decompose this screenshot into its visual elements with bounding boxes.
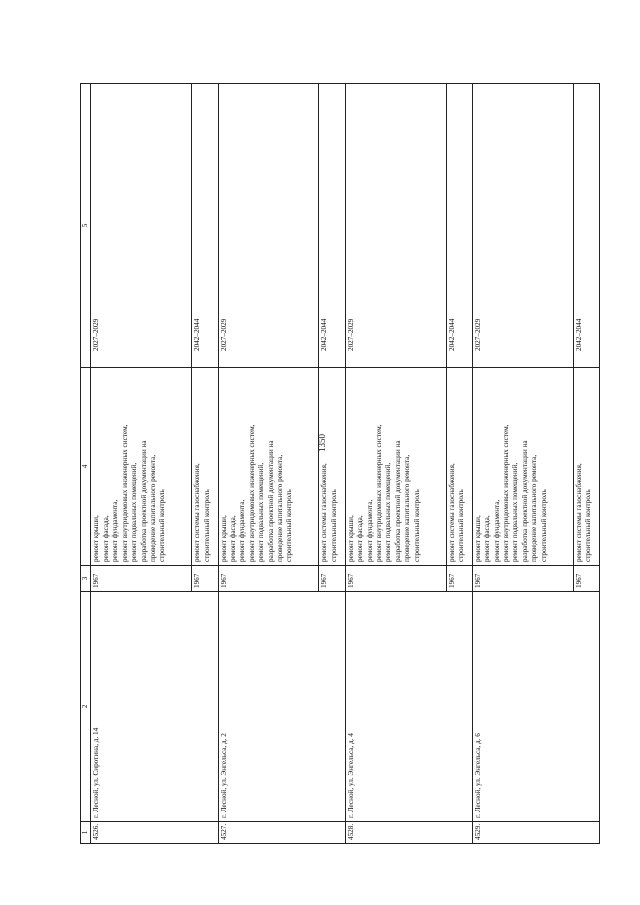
work-item: ремонт системы газоснабжения, bbox=[447, 463, 456, 562]
work-item: ремонт крыши, bbox=[346, 515, 355, 562]
work-item: ремонт фасада, bbox=[101, 515, 110, 562]
work-item: строительный контроль bbox=[539, 489, 548, 562]
period-cell: 2042–2044 bbox=[446, 84, 472, 368]
works-cell bbox=[319, 368, 345, 566]
work-item: ремонт фундамента, bbox=[365, 499, 374, 562]
work-item: ремонт подвальных помещений, bbox=[384, 462, 393, 562]
year-cell: 1967 bbox=[91, 566, 192, 592]
work-item: ремонт внутридомовых инженерных систем, bbox=[502, 424, 511, 562]
year-cell: 1967 bbox=[319, 566, 345, 592]
work-item: ремонт крыши, bbox=[473, 515, 482, 562]
period-cell: 2027–2029 bbox=[91, 84, 192, 368]
work-item: ремонт фасада, bbox=[229, 515, 237, 562]
work-item: ремонт фундамента, bbox=[238, 499, 247, 562]
work-item: разработка проектной документации на bbox=[520, 440, 529, 562]
row-number: 4526. bbox=[91, 822, 218, 844]
work-item: проведение капитального ремонта, bbox=[276, 454, 285, 562]
period-cell: 2027–2029 bbox=[345, 84, 446, 368]
work-item: строительный контроль bbox=[457, 489, 465, 562]
works-cell bbox=[91, 368, 192, 566]
table-row bbox=[218, 84, 319, 844]
work-item: разработка проектной документации на bbox=[393, 440, 402, 562]
year-cell: 1967 bbox=[345, 566, 446, 592]
work-item: ремонт системы газоснабжения, bbox=[320, 463, 329, 562]
table-row bbox=[345, 84, 446, 844]
work-item: проведение капитального ремонта, bbox=[148, 454, 157, 562]
work-item: строительный контроль bbox=[158, 489, 167, 562]
work-item: строительный контроль bbox=[285, 489, 294, 562]
work-item: ремонт системы газоснабжения, bbox=[574, 463, 583, 562]
work-item: ремонт подвальных помещений, bbox=[511, 462, 520, 562]
address-cell: г. Лесной, ул. Энгельса, д. 6 bbox=[472, 592, 599, 822]
works-cell bbox=[192, 368, 218, 566]
period-cell: 2042–2044 bbox=[319, 84, 345, 368]
rotated-table-container bbox=[80, 84, 600, 844]
address-cell: г. Лесной, ул. Сиротина, д. 14 bbox=[91, 592, 218, 822]
works-cell bbox=[472, 368, 573, 566]
work-item: ремонт фундамента, bbox=[492, 499, 501, 562]
year-cell: 1967 bbox=[218, 566, 319, 592]
header-cell: 2 bbox=[81, 592, 91, 822]
work-item: разработка проектной документации на bbox=[266, 440, 275, 562]
work-item: проведение капитального ремонта, bbox=[530, 454, 539, 562]
work-item: строительный контроль bbox=[202, 489, 211, 562]
work-item: строительный контроль bbox=[329, 489, 338, 562]
period-cell: 2042–2044 bbox=[573, 84, 599, 368]
work-item: ремонт внутридомовых инженерных систем, bbox=[247, 424, 256, 562]
works-cell bbox=[446, 368, 472, 566]
works-cell bbox=[345, 368, 446, 566]
work-item: ремонт крыши, bbox=[219, 515, 228, 562]
work-item: ремонт фасада, bbox=[483, 515, 492, 562]
repair-schedule-table bbox=[80, 83, 600, 844]
year-cell: 1967 bbox=[472, 566, 573, 592]
header-cell: 3 bbox=[81, 566, 91, 592]
header-cell: 5 bbox=[81, 84, 91, 368]
year-cell: 1967 bbox=[573, 566, 599, 592]
page-number: 1350 bbox=[317, 434, 327, 452]
year-cell: 1967 bbox=[446, 566, 472, 592]
work-item: ремонт фундамента, bbox=[111, 499, 120, 562]
row-number: 4528. bbox=[345, 822, 472, 844]
year-cell: 1967 bbox=[192, 566, 218, 592]
work-item: ремонт внутридомовых инженерных систем, bbox=[374, 424, 383, 562]
row-number: 4527. bbox=[218, 822, 345, 844]
row-number: 4529. bbox=[472, 822, 599, 844]
work-item: ремонт подвальных помещений, bbox=[257, 462, 266, 562]
work-item: ремонт крыши, bbox=[92, 515, 101, 562]
work-item: строительный контроль bbox=[412, 489, 421, 562]
address-cell: г. Лесной, ул. Энгельса, д. 2 bbox=[218, 592, 345, 822]
works-cell bbox=[218, 368, 319, 566]
work-item: ремонт системы газоснабжения, bbox=[193, 463, 202, 562]
header-row bbox=[81, 84, 91, 844]
works-cell bbox=[573, 368, 599, 566]
address-cell: г. Лесной, ул. Энгельса, д. 4 bbox=[345, 592, 472, 822]
header-cell: 4 bbox=[81, 368, 91, 566]
work-item: ремонт фасада, bbox=[356, 515, 365, 562]
work-item: ремонт подвальных помещений, bbox=[130, 462, 139, 562]
header-cell: 1 bbox=[81, 822, 91, 844]
period-cell: 2027–2029 bbox=[218, 84, 319, 368]
work-item: строительный контроль bbox=[584, 489, 593, 562]
work-item: проведение капитального ремонта, bbox=[403, 454, 412, 562]
work-item: ремонт внутридомовых инженерных систем, bbox=[120, 424, 129, 562]
period-cell: 2042–2044 bbox=[192, 84, 218, 368]
table-row bbox=[472, 84, 573, 844]
table-row bbox=[91, 84, 192, 844]
work-item: разработка проектной документации на bbox=[139, 440, 148, 562]
period-cell: 2027–2029 bbox=[472, 84, 573, 368]
